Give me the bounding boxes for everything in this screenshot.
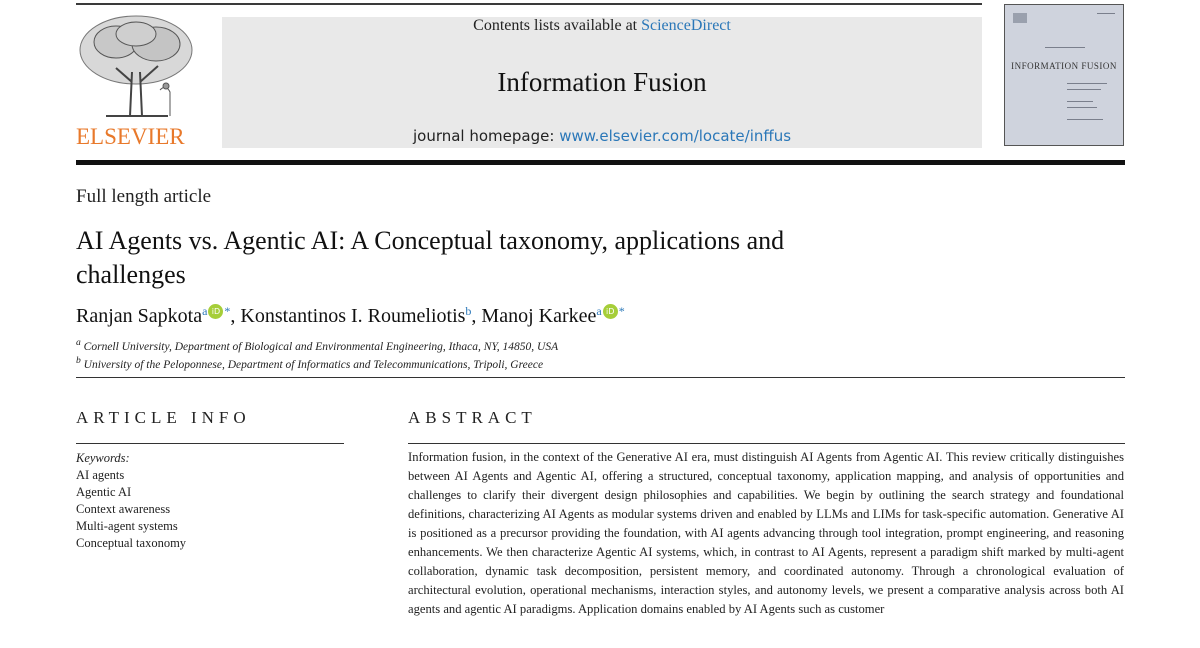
tree-logo-icon — [76, 12, 196, 124]
affiliation-text: University of the Peloponnese, Department of Informatics and Telecommunications, Tripoli, Greece — [83, 358, 544, 371]
abstract-heading: ABSTRACT — [408, 408, 537, 427]
header-rule — [76, 160, 1125, 165]
sciencedirect-link[interactable]: ScienceDirect — [641, 17, 731, 34]
keyword-item: Agentic AI — [76, 485, 132, 499]
article-info-heading: ARTICLE INFO — [76, 408, 251, 427]
homepage-line — [222, 127, 982, 145]
cover-rule — [1067, 101, 1093, 102]
cover-title: INFORMATION FUSION — [1011, 61, 1117, 71]
cover-rule — [1067, 83, 1107, 84]
section-rule — [76, 377, 1125, 378]
affiliation-mark: a — [76, 337, 81, 348]
cover-rule — [1067, 119, 1103, 120]
top-rule — [76, 3, 982, 5]
article-type: Full length article — [76, 186, 212, 207]
journal-cover[interactable] — [1004, 4, 1124, 146]
publisher-name: ELSEVIER — [76, 124, 185, 149]
journal-masthead — [222, 17, 982, 148]
cover-rule — [1067, 107, 1097, 108]
keyword-item: Multi-agent systems — [76, 519, 178, 533]
cover-rule — [1045, 47, 1085, 48]
corresponding-mark[interactable]: * — [224, 304, 231, 318]
cover-rule — [1097, 13, 1115, 14]
homepage-prefix: journal homepage: — [412, 127, 555, 145]
article-title: AI Agents vs. Agentic AI: A Conceptual taxonomy, applications and challenges — [76, 226, 785, 289]
author-affil-mark[interactable]: a — [202, 304, 208, 318]
journal-title: Information Fusion — [497, 67, 707, 97]
contents-line — [222, 17, 982, 35]
keyword-item: Conceptual taxonomy — [76, 536, 187, 550]
author-affil-mark[interactable]: b — [465, 304, 472, 318]
cover-rule — [1067, 89, 1101, 90]
affiliation — [76, 355, 543, 371]
author-affil-mark[interactable]: a — [596, 304, 602, 318]
author-name[interactable]: Manoj Karkee — [481, 305, 597, 327]
orcid-icon[interactable]: iD — [208, 304, 223, 319]
abstract-text: Information fusion, in the context of the Generative AI era, must distinguish AI Agents from Agentic AI. This review critically distinguishes between AI Agents and Agentic AI, offering a structured, conceptual taxonomy, application mapping, and analysis of opportunities and challenges to clarify their divergent design philosophies and capabilities. We begin by outlining the search strategy and foundational definitions, characterizing AI Agents as modular systems driven and enabled by LLMs and LIMs for task-specific automation. Generative AI is positioned as a precursor providing the foundation, with AI agents advancing through tool integration, prompt engineering, and reasoning enhancements. We then characterize Agentic AI systems, which, in contrast to AI Agents, represent a paradigm shift marked by multi-agent collaboration, dynamic task decomposition, persistent memory, and coordinated autonomy. Through a chronological evaluation of architectural evolution, operational mechanisms, interaction styles, and autonomy levels, we present a comparative analysis across both AI agents and agentic AI paradigms. Application domains enabled by AI Agents such as customer — [408, 450, 1124, 616]
orcid-icon[interactable]: iD — [603, 304, 618, 319]
abstract-rule — [408, 443, 1125, 444]
corresponding-mark[interactable]: * — [618, 304, 625, 318]
affiliation-mark: b — [76, 355, 81, 366]
contents-prefix: Contents lists available at — [473, 17, 638, 34]
author-name[interactable]: Ranjan Sapkota — [76, 305, 203, 327]
cover-logo-mark — [1013, 13, 1027, 23]
keywords-label: Keywords: — [76, 451, 130, 465]
homepage-link[interactable]: www.elsevier.com/locate/inffus — [559, 127, 792, 145]
keyword-item: Context awareness — [76, 502, 171, 516]
author-name[interactable]: Konstantinos I. Roumeliotis — [240, 305, 466, 327]
keyword-item: AI agents — [76, 468, 125, 482]
affiliation — [76, 337, 558, 353]
affiliation-text: Cornell University, Department of Biological and Environmental Engineering, Ithaca, NY, 14850, USA — [83, 340, 559, 353]
elsevier-logo[interactable] — [76, 12, 196, 150]
article-info-rule — [76, 443, 344, 444]
author-list: Ranjan Sapkota$^a$ iD *, Konstantinos I. Roumeliotis$^b$, Manoj Karkee$^a$ iD * — [76, 304, 625, 327]
keywords-block — [76, 450, 186, 552]
